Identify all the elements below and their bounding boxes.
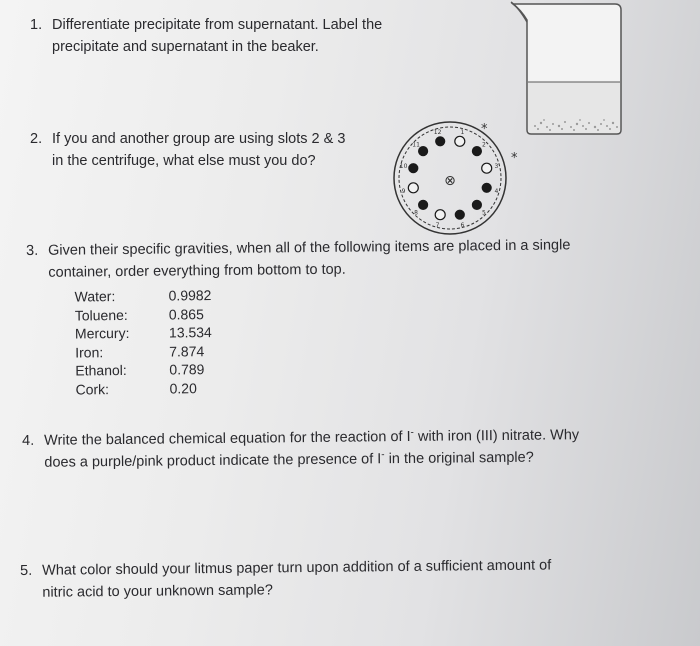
- text-segment: does a purple/pink product indicate the presence of I: [44, 451, 382, 471]
- table-row: [75, 304, 235, 324]
- centrifuge-diagram: [385, 118, 535, 238]
- superscript: -: [410, 427, 414, 439]
- specific-gravity-value: 7.874: [169, 342, 205, 360]
- table-row: [75, 323, 235, 343]
- specific-gravity-value: 13.534: [168, 324, 212, 341]
- centrifuge-slot-label: 12: [433, 129, 442, 137]
- question-line: nitric acid to your unknown sample?: [42, 582, 273, 601]
- centrifuge-slot: [472, 147, 481, 156]
- centrifuge-slot: [455, 210, 464, 219]
- substance-name: Mercury:: [74, 324, 130, 342]
- question-number: 2.: [30, 131, 43, 147]
- question-line: If you and another group are using slots 2 & 3: [52, 131, 346, 147]
- centrifuge-slot-label: 2: [481, 141, 486, 149]
- question-number: 5.: [20, 562, 33, 579]
- text-segment: in the original sample?: [384, 449, 534, 468]
- substance-name: Ethanol:: [75, 361, 127, 379]
- question-number: 1.: [30, 17, 43, 33]
- centrifuge-slot: [419, 200, 428, 209]
- centrifuge-slot: [435, 210, 445, 220]
- question-text: [52, 128, 345, 172]
- centrifuge-slot-label: 7: [435, 221, 440, 229]
- centrifuge-slot-label: 4: [494, 187, 499, 195]
- centrifuge-slot: [409, 164, 418, 173]
- specific-gravity-value: 0.20: [169, 379, 197, 397]
- question-number: 3.: [26, 242, 39, 259]
- centrifuge-center-icon: ⊗: [444, 173, 456, 189]
- question-text: [48, 234, 571, 283]
- centrifuge-slot-label: 9: [401, 187, 406, 195]
- centrifuge-slot-label: 5: [481, 209, 486, 217]
- centrifuge-slot: [436, 137, 445, 146]
- specific-gravity-value: 0.865: [168, 305, 204, 323]
- centrifuge-slot: [482, 163, 492, 173]
- question-line: Differentiate precipitate from supernatant. Label the: [52, 17, 383, 33]
- text-segment: with iron (III) nitrate. Why: [413, 427, 580, 445]
- question-line: container, order everything from bottom to top.: [48, 261, 346, 281]
- question-text: [44, 424, 579, 474]
- centrifuge-slot-label: 10: [399, 163, 408, 171]
- question-text: [52, 14, 382, 58]
- specific-gravity-value: 0.9982: [168, 287, 212, 304]
- table-row: [75, 286, 235, 306]
- specific-gravity-table: [75, 286, 236, 399]
- centrifuge-slot: [419, 147, 428, 156]
- star-mark: *: [511, 151, 518, 166]
- text-segment: Write the balanced chemical equation for the reaction of I: [44, 428, 411, 449]
- centrifuge-slot-label: 1: [460, 129, 465, 137]
- centrifuge-slot: [455, 136, 465, 146]
- question-line: in the centrifuge, what else must you do?: [52, 153, 316, 169]
- superscript: -: [381, 449, 385, 461]
- question-line: Given their specific gravities, when all of the following items are placed in a single: [48, 237, 571, 259]
- table-row: [75, 360, 235, 380]
- substance-name: Water:: [74, 288, 116, 305]
- question-line: [44, 446, 579, 474]
- question-text: [42, 554, 552, 603]
- question-line: What color should your litmus paper turn upon addition of a sufficient amount of: [42, 557, 552, 579]
- substance-name: Cork:: [75, 380, 110, 397]
- table-row: [75, 341, 235, 361]
- centrifuge-slot: [482, 183, 491, 192]
- centrifuge-slot-label: 3: [494, 163, 499, 171]
- centrifuge-slot: [408, 183, 418, 193]
- substance-name: Iron:: [75, 343, 104, 360]
- star-mark: *: [481, 122, 488, 137]
- centrifuge-slot: [472, 200, 481, 209]
- centrifuge-slot-label: 8: [414, 209, 419, 217]
- substance-name: Toluene:: [74, 306, 128, 323]
- specific-gravity-value: 0.789: [169, 361, 205, 378]
- table-row: [75, 378, 235, 398]
- centrifuge-slot-label: 6: [460, 221, 465, 229]
- question-line: precipitate and supernatant in the beaker.: [52, 39, 319, 55]
- centrifuge-slot-label: 11: [412, 141, 420, 149]
- question-number: 4.: [22, 432, 35, 449]
